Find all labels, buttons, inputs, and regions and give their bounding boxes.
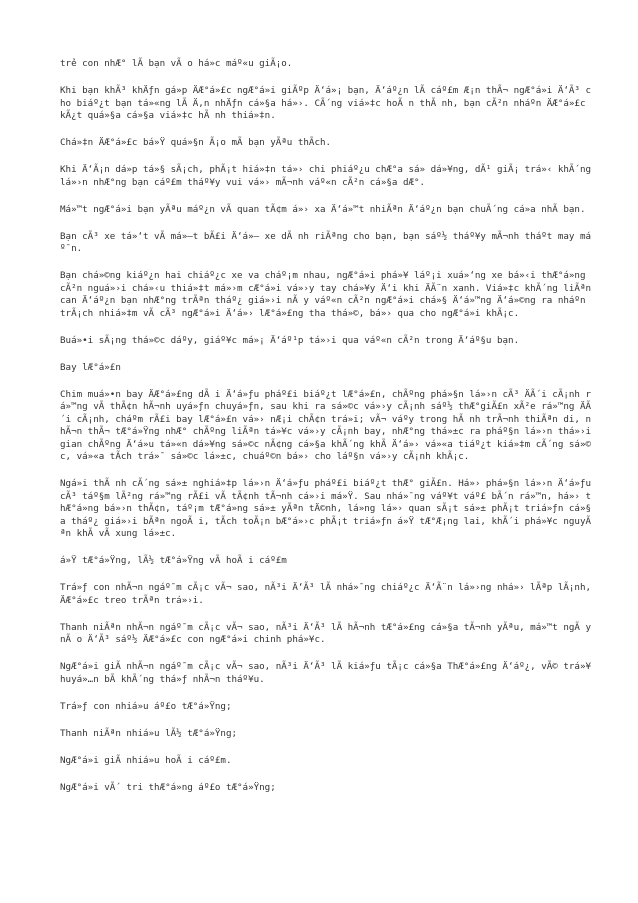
paragraph: NgÆ°á»i vÃ´ tri thÆ°á»ng áº£o tÆ°á»Ÿng; [60,781,276,793]
paragraph: Trá»ƒ con nhÃ¬n ngáº¯m cÃ¡c vÃ¬ sao, nÃ³i Ä‘Ã³ lÃ nhá»¯ng chiáº¿c Ä‘Ã¨n lá»›ng nhá»› lÃªp lÃ¡nh, ÄÆ°á»£c treo trÃªn trá»›i. [60,582,592,606]
section-heading: á»Ÿ tÆ°á»Ÿng, lÃ½ tÆ°á»Ÿng vÃ hoÃ i cáº£m [60,555,287,566]
paragraph: NgÆ°á»i giÃ nhiá»u hoÃ i cáº£m. [60,754,232,766]
paragraph: Khi bạn khÃ³ khÄƒn gá»p ÄÆ°á»£c ngÆ°á»i giÃºp Ä‘á»¡ bạn, Ä‘áº¿n lÃ cáº£m Æ¡n thÃ¬ ngÆ°á»i Ä‘Ã³ cho biáº¿t bạn tá»«ng lÃ Ä‚n nhÄƒn cá»§a há»›. CÃ´ng viá»‡c hoÃ n thÃ nh, bạn cÃ²n nháºn ÄÆ°á»£c kÃ¿t quá»§a cá»§a viá»‡c hÃ nh thiá»‡n. [60,85,592,121]
paragraph: Má»™t ngÆ°á»i bạn yÃªu máº¿n vÃ quan tÃ¢m á»› xa Ä‘á»™t nhiÃªn Ä‘áº¿n bạn chuÃ´ng cá»a nhÃ bạn. [60,203,586,215]
paragraph: Bạn cÃ³ xe tá»‘t vÃ má»—t bÃ£i Ä‘á»— xe dÃ nh riÃªng cho bạn, bạn sáº½ tháº¥y mÃ¬nh tháºt may máº¯n. [60,230,592,254]
document-body [60,58,592,809]
paragraph: Bạn chá»©ng kiáº¿n hai chiáº¿c xe va cháº¡m nhau, ngÆ°á»i phá»¥ láº¡i xuá»‘ng xe bá»‹i thÆ°á»ng cÃ²n nguá»›i chá»‹u thiá»‡t má»›m cÆ°á»i vá»›y tay chá»¥y Ä‘i khi ÄÃ¨n xanh. Viá»‡c khÃ´ng liÃªn can Ä‘áº¿n bạn nhÆ°ng trÃªn tháº¿ giá»›i nÃ y váº«n cÃ²n ngÆ°á»i chá»§ Ä‘á»™ng Ä‘á»©ng ra nháºn trÃ¡ch nhiá»‡m vÃ cÃ³ ngÆ°á»i Ä‘á»› lÆ°á»£ng tha thá»©, bá»› qua cho ngÆ°á»i khÃ¡c. [60,270,592,319]
paragraph: Chá»‡n ÄÆ°á»£c bá»Ÿ quá»§n Ã¡o mÃ bạn yÃªu thÃch. [60,137,332,148]
paragraph: NgÆ°á»i giÃ nhÃ¬n ngáº¯m cÃ¡c vÃ¬ sao, nÃ³i Ä‘Ã³ lÃ kiá»ƒu tÃ¡c cá»§a ThÆ°á»£ng Ä‘áº¿, vÃ© trá»¥ huyá»…n bÃ khÃ´ng thá»ƒ nhÃ¬n tháº¥u. [60,661,592,685]
paragraph: Thanh niÃªn nhÃ¬n ngáº¯m cÃ¡c vÃ¬ sao, nÃ³i Ä‘Ã³ lÃ hÃ¬nh tÆ°á»£ng cá»§a tÃ¬nh yÃªu, má»™t ngÃ y nÃ o Ä‘Ã³ sáº½ ÄÆ°á»£c con ngÆ°á»i chinh phá»¥c. [60,621,592,645]
paragraph: Trá»ƒ con nhiá»u áº£o tÆ°á»Ÿng; [60,700,232,712]
section-heading: Bay lÆ°á»£n [60,361,121,373]
paragraph: Ngá»i thÃ nh cÃ´ng sá»± nghiá»‡p lá»›n Ä‘á»ƒu pháº£i biáº¿t thÆ° giÃ£n. Há»› phá»§n lá»›n Ä‘á»ƒu cÃ³ táº§m lÃ²ng rá»™ng rÃ£i vÃ tÃ¢nh tÃ¬nh cá»›i má»Ÿ. Sau nhá»¯ng váº¥t váº£ bÃ´n rá»™n, há»› thÆ°á»ng bá»›n thÃ¢n, táº¡m tÆ°á»ng sá»± yÃªn tÄ©nh, lá»ng lá»› quan sÃ¡t sá»± phÃ¡t triá»ƒn cá»§a tháº¿ giá»›i bÃªn ngoÃ i, tÃch toÃ¡n bÆ°á»›c phÃ¡t triá»ƒn á»Ÿ tÆ°Æ¡ng lai, khÃ´i phá»¥c nguyÃªn khÃ vÃ xung lá»±c. [60,478,592,539]
paragraph: trẻ con nhÆ° lÃ bạn vÃ o há»c máº«u giÃ¡o. [60,58,293,69]
paragraph: Khi Ä‘Ã¡n dá»p tá»§ sÃ¡ch, phÃ¡t hiá»‡n tá»› chi phiáº¿u chÆ°a sá» dá»¥ng, dÃ¹ giÃ¡ trá»‹ khÃ´ng lá»›n nhÆ°ng bạn cáº£m tháº¥y vui vá»› mÃ¬nh váº«n cÃ²n cá»§a dÆ°. [60,164,592,188]
paragraph: Chim muá»•n bay ÄÆ°á»£ng dÃ i Ä‘á»ƒu pháº£i biáº¿t lÆ°á»£n, chÃºng phá»§n lá»›n cÃ³ ÄÃ´i cÃ¡nh rá»™ng vÃ thÃ¢n hÃ¬nh uyá»ƒn chuyá»ƒn, sau khi ra sá»©c vá»›y cÃ¡nh sáº½ thÆ°giÃ£n xÃ²e rá»™ng ÄÃ´i cÃ¡nh, cháºm rÃ£i bay lÆ°á»£n vá»› nÆ¡i chÃ¢n trá»i; vÃ¬ váºy trong hÃ nh trÃ¬nh thiÃªn di, nhÃ¬n thÃ¬ tÆ°á»Ÿng nhÆ° chÃºng liÃªn tá»¥c vá»›y cÃ¡nh bay, nhÆ°ng thá»±c ra pháº§n lá»›n thá»›i gian chÃºng Ä‘á»u tá»«n dá»¥ng sá»©c nÃ¢ng cá»§a khÃ´ng khÃ Ä‘á»› vá»«a tiáº¿t kiá»‡m cÃ´ng sá»©c, vá»«a tÃch trá»¯ sá»©c lá»±c, chuáº©n bá»› cho láº§n vá»›y cÃ¡nh khÃ¡c. [60,388,592,462]
paragraph: Thanh niÃªn nhiá»u lÃ½ tÆ°á»Ÿng; [60,727,238,739]
paragraph: Buá»•i sÃ¡ng thá»©c dáºy, giáº¥c má»¡ Ä‘áº¹p tá»›i qua váº«n cÃ²n trong Ä‘áº§u bạn. [60,334,520,346]
